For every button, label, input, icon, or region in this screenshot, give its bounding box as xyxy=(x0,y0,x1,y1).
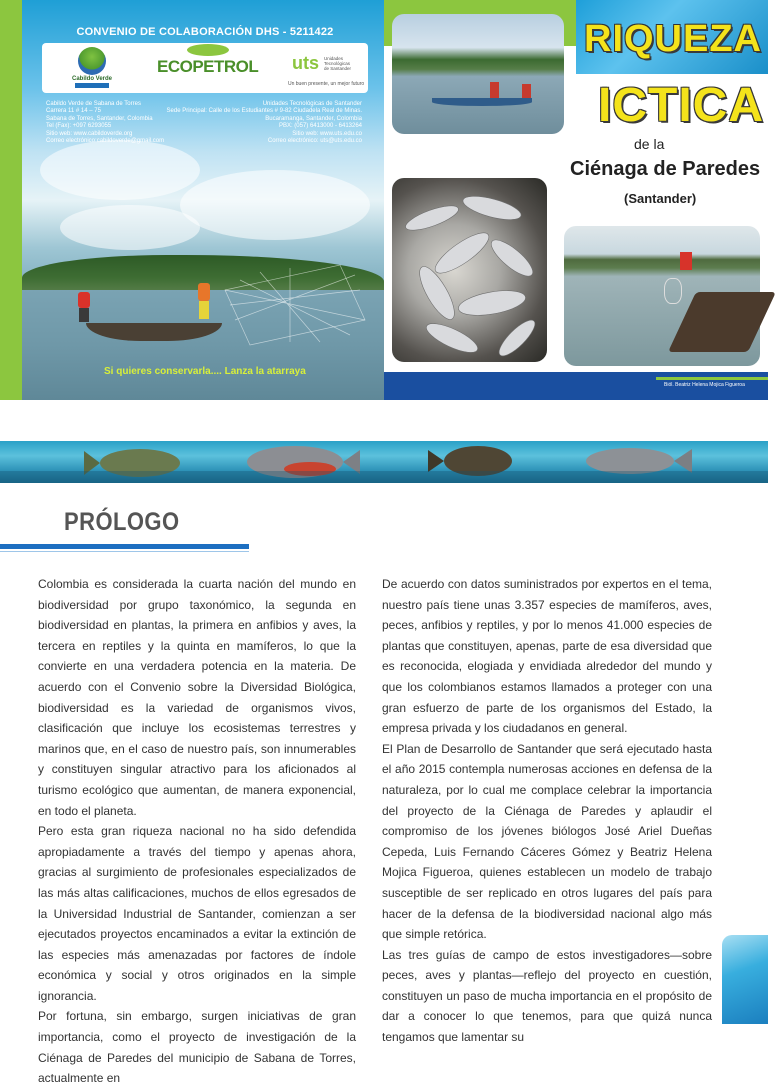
green-edge-strip xyxy=(0,0,22,400)
paragraph: De acuerdo con datos suministrados por expertos en el tema, nuestro país tiene unas 3.357 especies de mamíferos, aves, peces, anfibios y reptiles, y por lo menos 41.000 especies de plantas que constituyen, apenas, parte de esa diversidad que es reconocida, elogiada y envidiada alrededor del mundo y que los colombianos estamos llamados a proteger con una gran esfuerzo de parte de los organismos del Estado, la empresa privada y los ciudadanos en general. xyxy=(382,577,712,736)
fisherman-red-shirt xyxy=(78,292,92,326)
paragraph: Pero esta gran riqueza nacional no ha sido defendida apropiadamente a través del tiempo y apenas ahora, gracias al surgimiento de profesionales especializados de las más altas calificaciones, muchos de ellos egresados de la Universidad Industrial de Santander, comienzan a ser ejecutados proyectos encaminados a evitar la extinción de las especies más amenazadas por factores de índole económica y social y otros originados en la simple ignorancia. xyxy=(38,824,356,1003)
paragraph: El Plan de Desarrollo de Santander que será ejecutado hasta el año 2015 contempla numerosas acciones en defensa de la naturaleza, por lo cual me complace celebrar la importancia del proyecto de la Ciénaga de Paredes y aplaudir el compromiso de los jóvenes biólogos José Ariel Dueñas Cepeda, Luis Fernando Cáceres Gómez y Beatriz Helena Mojica Figueroa, quienes establecen un modelo de trabajo susceptible de ser replicado en otros lugares del país para hacer de la defensa de la biodiversidad nacional algo más que simple retórica. xyxy=(382,741,712,942)
uts-tagline: Un buen presente, un mejor futuro xyxy=(288,81,365,87)
paragraph: Por fortuna, sin embargo, surgen iniciativas de gran importancia, como el proyecto de investigación de la Ciénaga de Paredes del municipio de Sabana de Torres, actualmente en xyxy=(38,1009,356,1086)
water-corner-decoration xyxy=(722,935,768,1024)
heading-underline-thin xyxy=(0,551,249,552)
fish-icon xyxy=(586,448,674,474)
paragraph: Las tres guías de campo de estos investigadores—sobre peces, aves y plantas—reflejo del proyecto en cuestión, constituyen un paso de mucha importancia en el propósito de dar a conocer lo que tenemos, para que quizá nunca tengamos que lamentar su xyxy=(382,947,712,1045)
convenio-title: CONVENIO DE COLABORACIÓN DHS - 5211422 xyxy=(76,26,334,38)
uts-subtitle: Unidades Tecnológicas de Santander xyxy=(324,56,352,71)
cloud-shape xyxy=(60,205,200,250)
front-cover xyxy=(384,0,768,400)
sponsor-logos xyxy=(42,43,368,93)
photo-canoe-fishermen xyxy=(392,14,564,134)
contact-line: Tel (Fax): +097 6293055 xyxy=(46,123,112,130)
cloud-shape xyxy=(40,140,200,200)
prologue-column-left xyxy=(38,574,356,1089)
ecopetrol-logo-text: ECOPETROL xyxy=(157,57,259,76)
contact-uts xyxy=(162,101,362,145)
contact-line: Correo electrónico: uts@uts.edu.co xyxy=(267,138,362,145)
heading-underline xyxy=(0,544,249,549)
contact-line: Unidades Tecnológicas de Santander xyxy=(262,101,362,107)
author-credit: Biól. Beatriz Helena Mojica Figueroa xyxy=(664,382,745,388)
cover-title-ictica: ICTICA xyxy=(598,79,764,132)
blue-footer-band xyxy=(384,372,768,400)
prologue-column-right xyxy=(382,574,712,1048)
cover-title-riqueza: RIQUEZA xyxy=(584,18,762,60)
cloud-shape xyxy=(180,170,370,240)
banner-fish-illustrations xyxy=(0,441,768,483)
cover-subtitle-santander: (Santander) xyxy=(624,191,697,206)
photo-fish-catch xyxy=(392,178,547,362)
cabildo-logo-bar xyxy=(75,83,109,88)
cabildo-verde-logo xyxy=(72,47,112,89)
fish-tail-icon xyxy=(674,449,692,473)
fisherman-orange-shirt xyxy=(198,283,212,323)
cover-subtitle-de-la: de la xyxy=(634,136,665,152)
contact-line: Bucaramanga, Santander, Colombia xyxy=(265,115,362,122)
prologue-heading: PRÓLOGO xyxy=(64,508,180,536)
fish-tail-icon xyxy=(428,450,444,472)
cabildo-logo-name: Cabildo Verde xyxy=(72,76,113,82)
contact-line: Sitio web: www.uts.edu.co xyxy=(292,130,362,137)
cabildo-tree-icon xyxy=(78,47,106,75)
photo-fisherman-boat xyxy=(564,226,760,366)
fish-pile xyxy=(392,178,547,362)
ecopetrol-logo xyxy=(157,57,258,77)
slogan: Si quieres conservarla.... Lanza la atarraya xyxy=(104,366,306,377)
contact-line: Sitio web: www.cabildoverde.org xyxy=(46,130,133,137)
iguana-icon xyxy=(187,44,229,56)
uts-logo: uts xyxy=(292,53,319,73)
cover-subtitle-cienaga: Ciénaga de Paredes xyxy=(570,158,761,180)
contact-line: Sabana de Torres, Santander, Colombia xyxy=(46,115,153,122)
back-cover xyxy=(0,0,384,400)
paragraph: Colombia es considerada la cuarta nación del mundo en biodiversidad por grupo taxonómico, la segunda en biodiversidad en plantas, la primera en anfibios y aves, la tercera en reptiles y la quinta en mamíferos, lo que la convierte en una verdadera potencia en la materia. De acuerdo con el Convenio sobre la Diversidad Biológica, biodiversidad es la variedad de organismos vivos, clasificación que incluye los ecosistemas terrestres y marinos que, en el caso de nuestro país, son innumerables y constituyen singular atractivo para los aficionados al turismo ecológico que aumentan, de manera exponencial, en todo el planeta. xyxy=(38,577,356,818)
fish-tail-icon xyxy=(343,450,360,474)
contact-line: PBX: (057) 6413000 - 6413264 xyxy=(278,123,362,130)
cast-net xyxy=(220,260,370,350)
fish-banner xyxy=(0,441,768,483)
green-stripe xyxy=(656,377,768,380)
contact-line: Correo electrónico:cabildoverde@gmail.com xyxy=(46,138,165,145)
contact-line: Cabildo Verde de Sabana de Torres xyxy=(46,101,141,107)
contact-line: Carrera 11 # 14 – 75 xyxy=(46,108,101,115)
contact-line: Sede Principal: Calle de los Estudiantes # 9-82 Ciudadela Real de Minas. xyxy=(166,108,362,115)
